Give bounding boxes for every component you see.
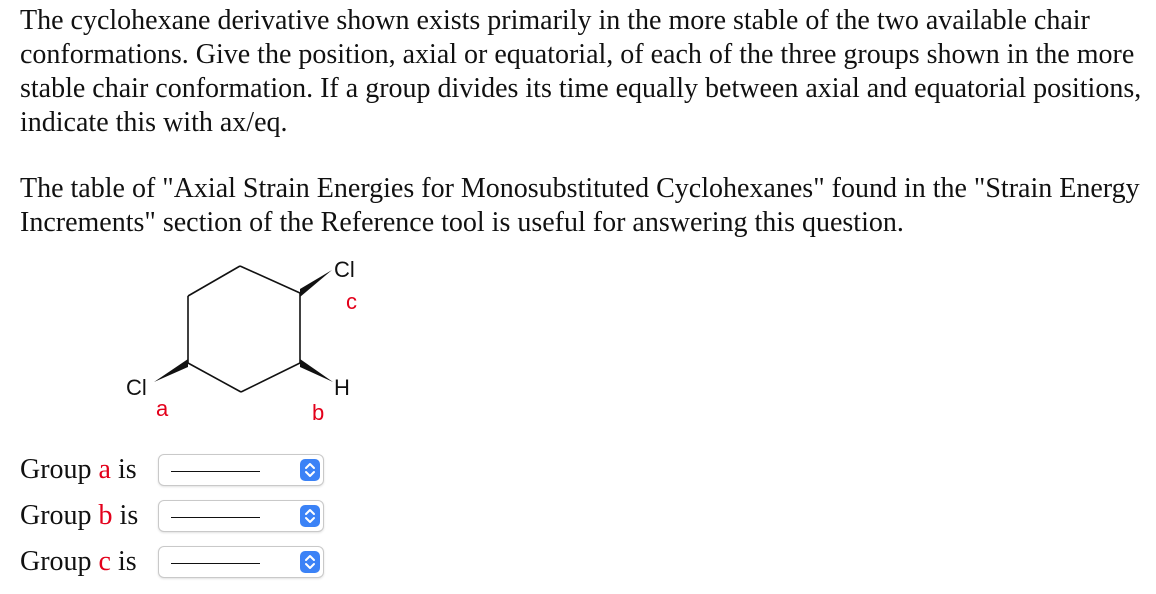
- wedge-bond-top: [300, 270, 332, 297]
- answer-row-a: [20, 450, 324, 490]
- group-a-label: a: [156, 396, 169, 421]
- group-b-label: b: [312, 400, 325, 425]
- answer-label-a: Group a is: [20, 454, 137, 485]
- up-down-chevron-icon[interactable]: [300, 551, 320, 573]
- select-placeholder-line: [171, 563, 260, 564]
- answer-label-b: Group b is: [20, 500, 139, 531]
- group-b-select[interactable]: [158, 500, 324, 532]
- wedge-bond-right: [300, 359, 333, 382]
- cyclohexane-ring: [188, 266, 300, 392]
- answer-row-b: [20, 496, 324, 536]
- hydrogen-label: H: [334, 375, 350, 400]
- group-a-select[interactable]: [158, 454, 324, 486]
- up-down-chevron-icon[interactable]: [300, 505, 320, 527]
- answer-row-c: [20, 542, 324, 582]
- chlorine-label-top: Cl: [334, 257, 355, 282]
- select-placeholder-line: [171, 517, 260, 518]
- up-down-chevron-icon[interactable]: [300, 459, 320, 481]
- wedge-bond-left: [154, 359, 188, 382]
- select-placeholder-line: [171, 471, 260, 472]
- question-paragraph-2: The table of "Axial Strain Energies for Monosubstituted Cyclohexanes" found in the "Strain Energy Increments" section of the Reference tool is useful for answering this question.: [20, 173, 1140, 238]
- answer-label-c: Group c is: [20, 546, 137, 577]
- chlorine-label-left: Cl: [126, 375, 147, 400]
- group-c-select[interactable]: [158, 546, 324, 578]
- group-c-label: c: [346, 289, 357, 314]
- question-paragraph-1: The cyclohexane derivative shown exists primarily in the more stable of the two available chair conformations. Give the position, axial or equatorial, of each of the three groups shown in the more stable chair conformation. If a group divides its time equally between axial and equatorial positions, indicate this with ax/eq.: [20, 5, 1142, 138]
